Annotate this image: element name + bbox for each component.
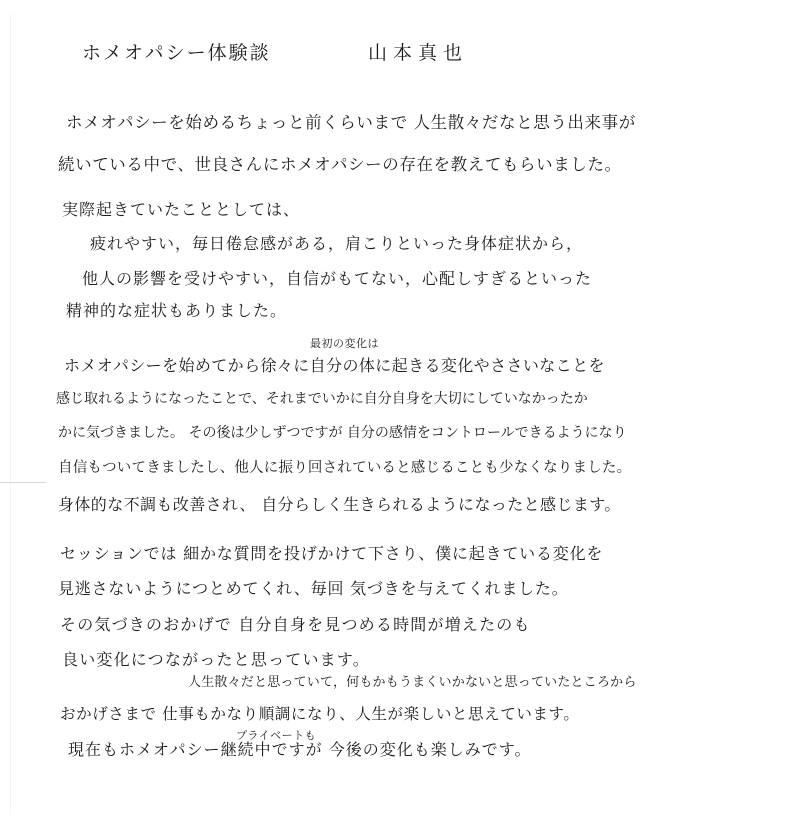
paragraph2-line1: 実際起きていたこととしては、 xyxy=(62,200,301,219)
paragraph2-line3: 他人の影響を受けやすい，自信がもてない，心配しすぎるといった xyxy=(82,269,593,288)
paragraph3-line3: かに気づきました。 その後は少しずつですが 自分の感情をコントロールできるようになり xyxy=(58,425,627,441)
paragraph4-line6: 現在もホメオパシー継続中ですが 今後の変化も楽しみです。 xyxy=(68,740,532,759)
paragraph3-line1: ホメオパシーを始めてから徐々に自分の体に起きる変化やささいなことを xyxy=(64,356,605,375)
paragraph3-line5: 身体的な不調も改善され、 自分らしく生きられるようになったと感じます。 xyxy=(58,495,621,514)
paragraph4-line2: 見逃さないようにつとめてくれ、毎回 気づきを与えてくれました。 xyxy=(58,579,569,598)
document-title: ホメオパシー体験談 xyxy=(82,42,271,64)
paragraph1-line1: ホメオパシーを始めるちょっと前くらいまで 人生散々だなと思う出来事が xyxy=(66,113,636,132)
paragraph3-line2: 感じ取れるようになったことで、それまでいかに自分自身を大切にしていなかったか xyxy=(56,391,588,407)
insertion-note-private-life: プライベートも xyxy=(236,729,317,742)
paragraph1-line2: 続いている中で、世良さんにホメオパシーの存在を教えてもらいました。 xyxy=(58,155,622,174)
paragraph4-line5: おかげさまで 仕事もかなり順調になり、人生が楽しいと思えています。 xyxy=(60,705,580,723)
scan-margin-line xyxy=(0,482,46,483)
paragraph2-line4: 精神的な症状もありました。 xyxy=(66,301,288,320)
paragraph2-line2: 疲れやすい，毎日倦怠感がある，肩こりといった身体症状から， xyxy=(90,234,584,253)
paragraph4-line3: その気づきのおかげで 自分自身を見つめる時間が増えたのも xyxy=(60,615,531,634)
paragraph3-line4: 自信もついてきましたし、他人に振り回されていると感じることも少なくなりました。 xyxy=(58,460,632,476)
paragraph4-line1: セッションでは 細かな質問を投げかけて下さり、僕に起きている変化を xyxy=(60,544,604,563)
insertion-note-first-change: 最初の変化は xyxy=(310,337,379,350)
paragraph4-line4: 良い変化につながったと思っています。 xyxy=(62,650,371,669)
insertion-note-life-was-hard: 人生散々だと思っていて，何もかもうまくいかないと思っていたところから xyxy=(188,675,637,690)
author-name: 山本真也 xyxy=(368,42,469,64)
